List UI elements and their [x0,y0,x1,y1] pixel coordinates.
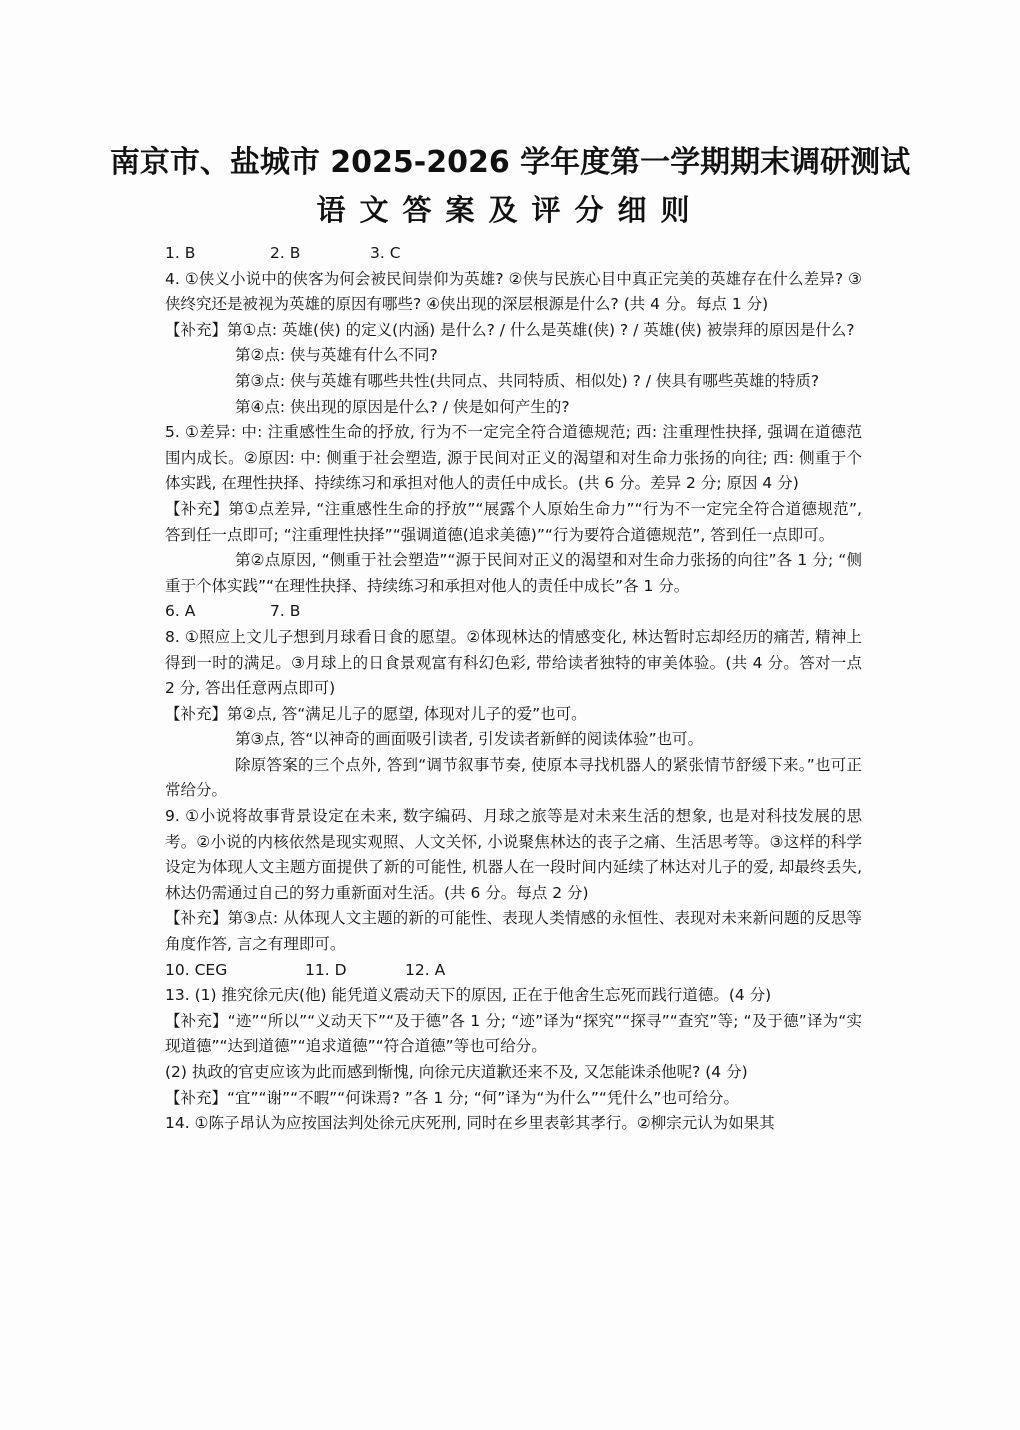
answer-4-supplement-4: 第④点: 侠出现的原因是什么? / 侠是如何产生的? [235,397,570,416]
answer-8-supplement-2: 第③点, 答“以神奇的画面吸引读者, 引发读者新鲜的阅读体验”也可。 [235,730,704,749]
answer-9: 9. ①小说将故事背景设定在未来, 数字编码、月球之旅等是对未来生活的想象, 也是对科技发展的思考。②小说的内核依然是现实观照、人文关怀, 小说聚焦林达的丧子之痛、生活思考等。③这样的科学设定为体现人文主题方面提供了新的可能性, 机器人在一段时间内延续了林达对儿子的爱, 却最终丢失, 林达仍需通过自己的努力重新面对生活。(共 6 分。每点 2 分) [165,807,862,902]
answer-4-supplement-2: 第②点: 侠与英雄有什么不同? [235,346,438,365]
answer-14: 14. ①陈子昂认为应按国法判处徐元庆死刑, 同时在乡里表彰其孝行。②柳宗元认为如果其 [165,1114,775,1133]
answer-8: 8. ①照应上文儿子想到月球看日食的愿望。②体现林达的情感变化, 林达暂时忘却经历的痛苦, 精神上得到一时的满足。③月球上的日食景观富有科幻色彩, 带给读者独特的审美体验。(共 4 分。答对一点 2 分, 答出任意两点即可) [165,627,862,698]
answer-6: 6. A [165,602,196,621]
answer-13-1: 13. (1) 推究徐元庆(他) 能凭道义震动天下的原因, 正在于他舍生忘死而践行道德。(4 分) [165,986,772,1005]
answer-10: 10. CEG [165,960,228,979]
answer-5: 5. ①差异: 中: 注重感性生命的抒放, 行为不一定完全符合道德规范; 西: 注重理性抉择, 强调在道德范围内成长。②原因: 中: 侧重于社会塑造, 源于民间对正义的渴望和对生命力张扬的向往; 西: 侧重于个体实践, 在理性抉择、持续练习和承担对他人的责任中成长。(共 6 分。差异 2 分; 原因 4 分) [165,423,862,493]
answer-4-supplement-1: 【补充】第①点: 英雄(侠) 的定义(内涵) 是什么? / 什么是英雄(侠) ? / 英雄(侠) 被崇拜的原因是什么? [165,320,855,339]
answer-13-1-supplement: 【补充】“迹”“所以”“义动天下”“及于德”各 1 分; “迹”译为“探究”“探寻”“查究”等; “及于德”译为“实现道德”“达到道德”“追求道德”“符合道德”等也可给分。 [165,1011,862,1056]
answer-5-supplement-1: 【补充】第①点差异, “注重感性生命的抒放”“展露个人原始生命力”“行为不一定完全符合道德规范”, 答到任一点即可; “注重理性抉择”“强调道德(追求美德)”“行为要符合道德规范”, 答到任一点即可。 [165,499,862,544]
answer-8-supplement-1: 【补充】第②点, 答“满足儿子的愿望, 体现对儿子的爱”也可。 [165,704,587,723]
answer-13-2: (2) 执政的官吏应该为此而感到惭愧, 向徐元庆道歉还来不及, 又怎能诛杀他呢? (4 分) [165,1063,748,1081]
answer-12: 12. A [405,960,446,979]
answer-row-10-12 [165,958,862,984]
document-subtitle: 语文答案及评分细则 [316,193,704,227]
answer-9-supplement: 【补充】第③点: 从体现人文主题的新的可能性、表现人类情感的永恒性、表现对未来新问题的反思等角度作答, 言之有理即可。 [165,909,862,954]
answer-8-supplement-3: 除原答案的三个点外, 答到“调节叙事节奏, 使原本寻找机器人的紧张情节舒缓下来。”也可正常给分。 [165,755,862,800]
answer-4-supplement-3: 第③点: 侠与英雄有哪些共性(共同点、共同特质、相似处) ? / 侠具有哪些英雄的特质? [235,371,820,390]
answer-row-6-7 [165,599,862,625]
answer-row-1-3 [165,241,862,267]
answer-3: 3. C [370,244,401,262]
document-title: 南京市、盐城市 2025-2026 学年度第一学期期末调研测试 [109,145,911,180]
answer-1: 1. B [165,244,196,262]
answer-11: 11. D [305,960,347,979]
answer-7: 7. B [270,602,301,621]
answer-2: 2. B [270,244,301,262]
answer-body [165,241,862,1137]
answer-4: 4. ①侠义小说中的侠客为何会被民间崇仰为英雄? ②侠与民族心目中真正完美的英雄存在什么差异? ③侠终究还是被视为英雄的原因有哪些? ④侠出现的深层根源是什么? (共 4 分。每点 1 分) [165,269,862,314]
answer-5-supplement-2: 第②点原因, “侧重于社会塑造”“源于民间对正义的渴望和对生命力张扬的向往”各 1 分; “侧重于个体实践”“在理性抉择、持续练习和承担对他人的责任中成长”各 1 分。 [165,551,862,595]
answer-13-2-supplement: 【补充】“宜”“谢”“不暇”“何诛焉? ”各 1 分; “何”译为“为什么”“凭什么”也可给分。 [165,1088,739,1107]
